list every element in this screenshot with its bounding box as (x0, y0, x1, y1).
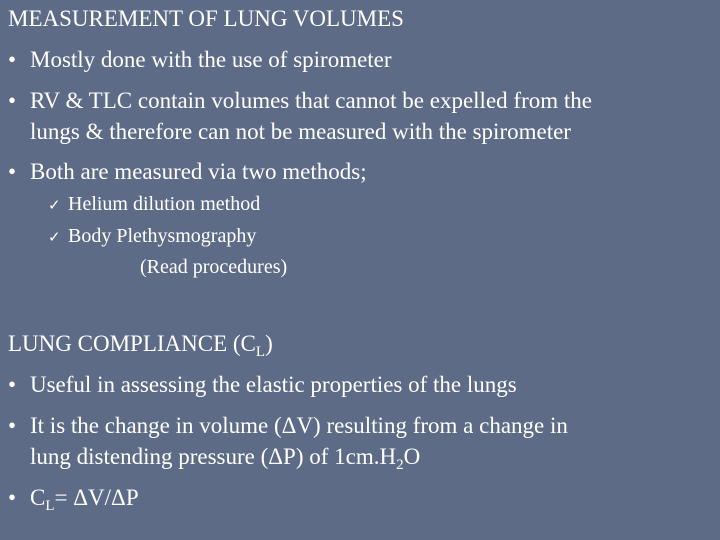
section-heading-lung-compliance (8, 331, 273, 360)
heading-text: LUNG COMPLIANCE (C (8, 331, 256, 356)
bullet-icon: • (8, 413, 17, 438)
bullet-text: RV & TLC contain volumes that cannot be expelled from the (30, 88, 592, 113)
checkmark-icon: ✓ (48, 196, 61, 214)
bullet-text: It is the change in volume (ΔV) resulting from a change in (30, 413, 568, 438)
bullet-text: Useful in assessing the elastic properties of the lungs (30, 372, 517, 397)
bullet-item-formula (8, 485, 139, 514)
bullet-subscript: 2 (396, 457, 404, 473)
heading-subscript: L (255, 344, 266, 360)
bullet-continuation (30, 444, 421, 473)
bullet-item (8, 48, 392, 71)
bullet-item (8, 414, 568, 437)
method-item (48, 194, 260, 214)
heading-text-end: ) (265, 331, 273, 356)
bullet-text: lung distending pressure (ΔP) of 1cm.H (30, 444, 397, 469)
bullet-icon: • (8, 372, 17, 397)
method-item (48, 226, 256, 246)
procedure-note (140, 257, 287, 277)
formula-subscript: L (45, 498, 55, 514)
formula-text: C (30, 485, 46, 510)
bullet-item (8, 89, 592, 112)
bullet-item (8, 373, 517, 396)
bullet-icon: • (8, 485, 17, 510)
checkmark-icon: ✓ (48, 228, 61, 246)
bullet-icon: • (8, 159, 17, 184)
note-text: (Read procedures) (140, 256, 288, 278)
bullet-icon: • (8, 47, 17, 72)
formula-text-end: = ΔV/ΔP (54, 485, 139, 510)
section-heading-lung-volumes (8, 7, 404, 30)
method-text: Helium dilution method (68, 193, 261, 215)
method-text: Body Plethysmography (68, 225, 257, 247)
heading-text: MEASUREMENT OF LUNG VOLUMES (8, 6, 404, 31)
bullet-text: Mostly done with the use of spirometer (30, 47, 392, 72)
bullet-item (8, 160, 367, 183)
bullet-text: lungs & therefore can not be measured with the spirometer (30, 119, 571, 144)
bullet-continuation (30, 120, 571, 143)
bullet-text-end: O (403, 444, 421, 469)
bullet-icon: • (8, 88, 17, 113)
bullet-text: Both are measured via two methods; (30, 159, 367, 184)
